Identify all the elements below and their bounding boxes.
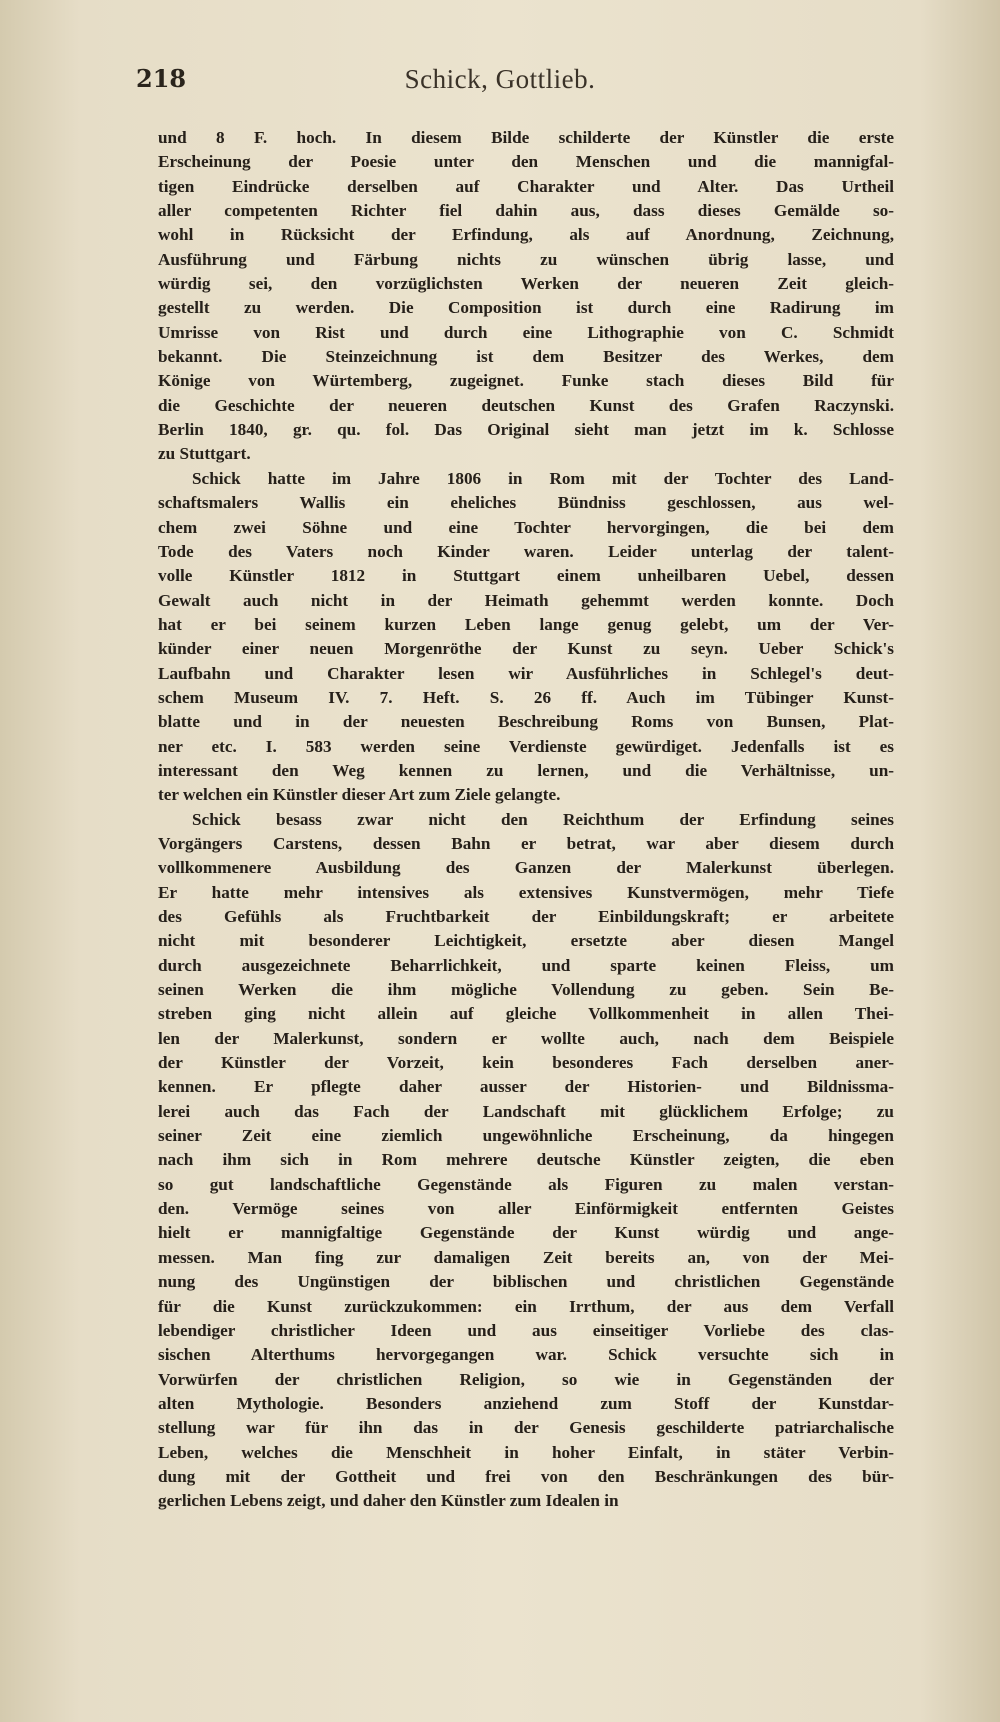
text-line: Leben, welches die Menschheit in hoher Einfalt, in stäter Verbin- (158, 1442, 894, 1462)
text-line: den. Vermöge seines von aller Einförmigkeit entfernten Geistes (158, 1199, 894, 1219)
text-line: ter welchen ein Künstler dieser Art zum Ziele gelangte. (158, 785, 561, 805)
text-line: würdig sei, den vorzüglichsten Werken der neueren Zeit gleich- (158, 274, 894, 294)
text-line: Vorgängers Carstens, dessen Bahn er betrat, war aber diesem durch (158, 833, 894, 853)
running-head: Schick, Gottlieb. (404, 64, 596, 94)
text-line: nach ihm sich in Rom mehrere deutsche Künstler zeigten, die eben (158, 1150, 894, 1170)
text-line: aller competenten Richter fiel dahin aus, dass dieses Gemälde so- (158, 201, 894, 221)
text-line: messen. Man fing zur damaligen Zeit bereits an, von der Mei- (158, 1247, 894, 1267)
text-line: interessant den Weg kennen zu lernen, und die Verhältnisse, un- (158, 760, 894, 780)
text-line: ner etc. I. 583 werden seine Verdienste gewürdiget. Jedenfalls ist es (158, 736, 894, 756)
text-line: Ausführung und Färbung nichts zu wünschen übrig lasse, und (158, 249, 894, 269)
text-line: künder einer neuen Morgenröthe der Kunst zu seyn. Ueber Schick's (158, 639, 894, 659)
page-number: 218 (136, 64, 187, 93)
text-line: Berlin 1840, gr. qu. fol. Das Original sieht man jetzt im k. Schlosse (158, 420, 894, 440)
text-line: Tode des Vaters noch Kinder waren. Leider unterlag der talent- (158, 541, 894, 561)
text-line: der Künstler der Vorzeit, kein besonderes Fach derselben aner- (158, 1053, 894, 1073)
text-line: Umrisse von Rist und durch eine Lithographie von C. Schmidt (158, 322, 894, 342)
text-line: hielt er mannigfaltige Gegenstände der Kunst würdig und ange- (158, 1223, 894, 1243)
text-line: seinen Werken die ihm mögliche Vollendung zu geben. Sein Be- (158, 980, 894, 1000)
page-header (0, 64, 1000, 104)
text-line: und 8 F. hoch. In diesem Bilde schilderte der Künstler die erste (158, 128, 894, 147)
text-line: gestellt zu werden. Die Composition ist durch eine Radirung im (158, 298, 894, 318)
paragraph (158, 467, 894, 808)
text-line: so gut landschaftliche Gegenstände als Figuren zu malen verstan- (158, 1174, 894, 1194)
text-line: dung mit der Gottheit und frei von den Beschränkungen des bür- (158, 1466, 894, 1486)
text-line: nicht mit besonderer Leichtigkeit, ersetzte aber diesen Mangel (158, 931, 894, 951)
text-line: zu Stuttgart. (158, 444, 251, 464)
text-line: nung des Ungünstigen der biblischen und christlichen Gegenstände (158, 1272, 894, 1292)
text-line: blatte und in der neuesten Beschreibung Roms von Bunsen, Plat- (158, 712, 894, 732)
text-line: wohl in Rücksicht der Erfindung, als auf Anordnung, Zeichnung, (158, 225, 894, 245)
text-line: stellung war für ihn das in der Genesis geschilderte patriarchalische (158, 1418, 894, 1438)
text-line: für die Kunst zurückzukommen: ein Irrthum, der aus dem Verfall (158, 1296, 894, 1316)
paragraph (158, 808, 894, 1514)
text-line: vollkommenere Ausbildung des Ganzen der Malerkunst überlegen. (158, 858, 894, 878)
text-line: tigen Eindrücke derselben auf Charakter und Alter. Das Urtheil (158, 176, 894, 196)
text-line: gerlichen Lebens zeigt, und daher den Künstler zum Idealen in (158, 1491, 619, 1511)
text-line: Könige von Würtemberg, zugeignet. Funke stach dieses Bild für (158, 371, 894, 391)
body-text (158, 126, 894, 1514)
text-line: chem zwei Söhne und eine Tochter hervorgingen, die bei dem (158, 517, 894, 537)
text-line: kennen. Er pflegte daher ausser der Historien- und Bildnissma- (158, 1077, 894, 1097)
text-line: Schick hatte im Jahre 1806 in Rom mit der Tochter des Land- (192, 468, 894, 488)
text-line: durch ausgezeichnete Beharrlichkeit, und sparte keinen Fleiss, um (158, 955, 894, 975)
text-line: Schick besass zwar nicht den Reichthum der Erfindung seines (192, 809, 894, 829)
text-line: Er hatte mehr intensives als extensives Kunstvermögen, mehr Tiefe (158, 882, 894, 902)
text-line: alten Mythologie. Besonders anziehend zum Stoff der Kunstdar- (158, 1393, 894, 1413)
text-line: Laufbahn und Charakter lesen wir Ausführliches in Schlegel's deut- (158, 663, 894, 683)
text-line: lebendiger christlicher Ideen und aus einseitiger Vorliebe des clas- (158, 1320, 894, 1340)
text-line: len der Malerkunst, sondern er wollte auch, nach dem Beispiele (158, 1028, 894, 1048)
text-line: volle Künstler 1812 in Stuttgart einem unheilbaren Uebel, dessen (158, 566, 894, 586)
text-line: hat er bei seinem kurzen Leben lange genug gelebt, um der Ver- (158, 614, 894, 634)
paragraph (158, 126, 894, 467)
text-line: bekannt. Die Steinzeichnung ist dem Besitzer des Werkes, dem (158, 347, 894, 367)
text-line: seiner Zeit eine ziemlich ungewöhnliche Erscheinung, da hingegen (158, 1126, 894, 1146)
text-line: schem Museum IV. 7. Heft. S. 26 ff. Auch im Tübinger Kunst- (158, 687, 894, 707)
text-line: Erscheinung der Poesie unter den Menschen und die mannigfal- (158, 152, 894, 172)
text-line: die Geschichte der neueren deutschen Kunst des Grafen Raczynski. (158, 395, 894, 415)
text-line: Vorwürfen der christlichen Religion, so wie in Gegenständen der (158, 1369, 894, 1389)
text-line: streben ging nicht allein auf gleiche Vollkommenheit in allen Thei- (158, 1004, 894, 1024)
text-line: schaftsmalers Wallis ein eheliches Bündniss geschlossen, aus wel- (158, 493, 894, 513)
text-line: sischen Alterthums hervorgegangen war. Schick versuchte sich in (158, 1345, 894, 1365)
text-line: des Gefühls als Fruchtbarkeit der Einbildungskraft; er arbeitete (158, 907, 894, 926)
text-line: lerei auch das Fach der Landschaft mit glücklichem Erfolge; zu (158, 1101, 894, 1121)
text-line: Gewalt auch nicht in der Heimath gehemmt werden konnte. Doch (158, 590, 894, 610)
